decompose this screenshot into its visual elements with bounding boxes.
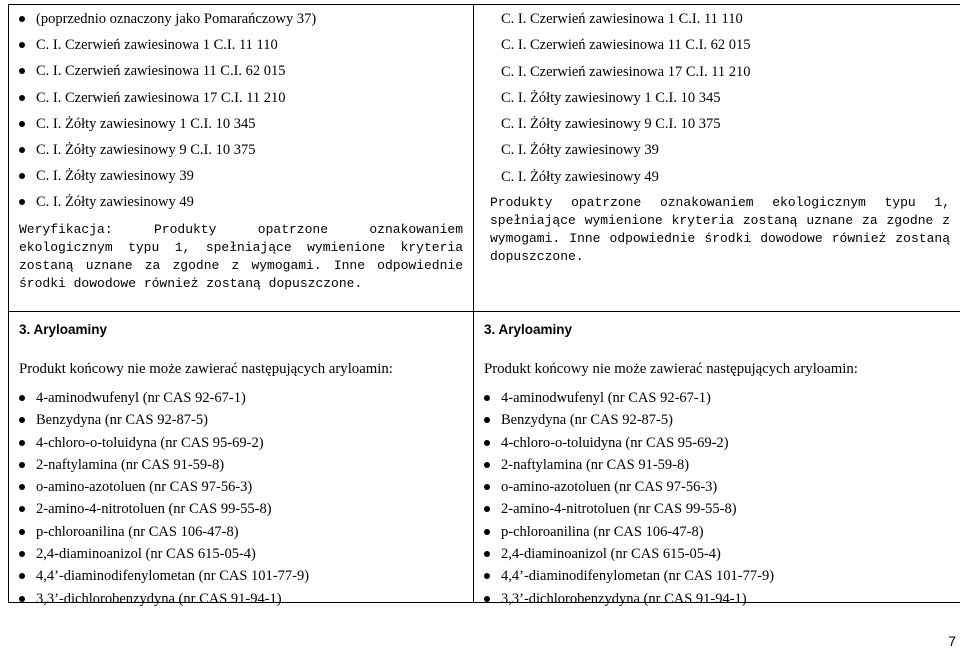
list-item: 4-chloro-o-toluidyna (nr CAS 95-69-2) <box>19 435 463 451</box>
bullet-icon <box>484 440 490 446</box>
list-item: 2-amino-4-nitrotoluen (nr CAS 99-55-8) <box>19 501 463 517</box>
list-item: (poprzednio oznaczony jako Pomarańczowy 37) <box>19 11 463 27</box>
list-item: C. I. Żółty zawiesinowy 9 C.I. 10 375 <box>501 116 721 133</box>
bullet-icon <box>19 417 25 423</box>
arylamine-list-right <box>484 390 950 607</box>
list-item: Benzydyna (nr CAS 92-87-5) <box>484 412 950 428</box>
page-number: 7 <box>948 633 956 649</box>
list-item: C. I. Czerwień zawiesinowa 1 C.I. 11 110 <box>501 11 743 27</box>
section-intro: Produkt końcowy nie może zawierać następujących aryloamin: <box>19 361 393 377</box>
bullet-icon <box>19 42 25 48</box>
bullet-icon <box>19 173 25 179</box>
list-item: o-amino-azotoluen (nr CAS 97-56-3) <box>19 479 463 495</box>
bullet-icon <box>484 484 490 490</box>
list-item: 3,3’-dichlorobenzydyna (nr CAS 91-94-1) <box>484 591 950 607</box>
bullet-icon <box>19 395 25 401</box>
bullet-icon <box>19 596 25 602</box>
dye-list-right <box>484 11 950 185</box>
list-item: 4,4’-diaminodifenylometan (nr CAS 101-77-9) <box>484 568 950 584</box>
list-item: 4-aminodwufenyl (nr CAS 92-67-1) <box>484 390 950 406</box>
section-intro: Produkt końcowy nie może zawierać następujących aryloamin: <box>484 361 858 377</box>
bullet-icon <box>484 551 490 557</box>
bullet-icon <box>19 484 25 490</box>
list-item: 2-naftylamina (nr CAS 91-59-8) <box>484 457 950 473</box>
section-heading: 3. Aryloaminy <box>19 322 108 337</box>
list-item: C. I. Żółty zawiesinowy 1 C.I. 10 345 <box>501 89 721 106</box>
ecolabel-paragraph: Produkty opatrzone oznakowaniem ekologicznym typu 1, spełniające wymienione kryteria zostaną uznane za zgodne z wymogami. Inne odpowiednie środki dowodowe również zostaną dopuszczone. <box>490 195 950 265</box>
list-item: o-amino-azotoluen (nr CAS 97-56-3) <box>484 479 950 495</box>
list-item: C. I. Żółty zawiesinowy 49 <box>19 194 463 210</box>
bullet-icon <box>19 573 25 579</box>
bullet-icon <box>484 529 490 535</box>
bullet-icon <box>19 440 25 446</box>
bullet-icon <box>19 68 25 74</box>
cell-right-top <box>474 5 960 311</box>
list-item: C. I. Czerwień zawiesinowa 11 C.I. 62 015 <box>19 63 463 79</box>
list-item: 2,4-diaminoanizol (nr CAS 615-05-4) <box>19 546 463 562</box>
list-item: 4-aminodwufenyl (nr CAS 92-67-1) <box>19 390 463 406</box>
bullet-icon <box>484 417 490 423</box>
list-item: 3,3’-dichlorobenzydyna (nr CAS 91-94-1) <box>19 591 463 607</box>
list-item: C. I. Żółty zawiesinowy 9 C.I. 10 375 <box>19 142 463 158</box>
list-item: C. I. Żółty zawiesinowy 49 <box>501 168 659 185</box>
bullet-icon <box>484 395 490 401</box>
list-item: p-chloroanilina (nr CAS 106-47-8) <box>484 524 950 540</box>
arylamine-list-left <box>19 390 463 607</box>
bullet-icon <box>484 506 490 512</box>
list-item: C. I. Czerwień zawiesinowa 1 C.I. 11 110 <box>19 37 463 53</box>
bullet-icon <box>19 462 25 468</box>
bullet-icon <box>19 147 25 153</box>
verification-label: Weryfikacja: <box>19 222 113 238</box>
list-item: C. I. Żółty zawiesinowy 1 C.I. 10 345 <box>19 116 463 132</box>
verification-paragraph <box>19 221 463 293</box>
list-item: 4-chloro-o-toluidyna (nr CAS 95-69-2) <box>484 435 950 451</box>
cell-right-bottom <box>474 312 960 607</box>
document-table <box>8 4 960 607</box>
list-item: 2-naftylamina (nr CAS 91-59-8) <box>19 457 463 473</box>
list-item: 4,4’-diaminodifenylometan (nr CAS 101-77-9) <box>19 568 463 584</box>
bullet-icon <box>484 462 490 468</box>
list-item: C. I. Czerwień zawiesinowa 17 C.I. 11 210 <box>19 90 463 106</box>
cell-left-bottom <box>9 312 473 607</box>
list-item: 2-amino-4-nitrotoluen (nr CAS 99-55-8) <box>484 501 950 517</box>
verification-text: Produkty opatrzone oznakowaniem ekologicznym typu 1, spełniające wymienione kryteria zostaną uznane za zgodne z wymogami. Inne odpowiednie środki dowodowe również zostaną dopuszczone. <box>19 222 463 292</box>
bullet-icon <box>484 573 490 579</box>
bullet-icon <box>19 506 25 512</box>
bullet-icon <box>19 121 25 127</box>
list-item: 2,4-diaminoanizol (nr CAS 615-05-4) <box>484 546 950 562</box>
bullet-icon <box>19 16 25 22</box>
list-item: C. I. Czerwień zawiesinowa 11 C.I. 62 015 <box>501 37 751 54</box>
list-item: C. I. Żółty zawiesinowy 39 <box>501 142 659 159</box>
section-heading: 3. Aryloaminy <box>484 322 573 337</box>
list-item: C. I. Żółty zawiesinowy 39 <box>19 168 463 184</box>
dye-list-left <box>19 11 463 210</box>
bullet-icon <box>19 529 25 535</box>
list-item: p-chloroanilina (nr CAS 106-47-8) <box>19 524 463 540</box>
list-item: C. I. Czerwień zawiesinowa 17 C.I. 11 210 <box>501 63 751 80</box>
bullet-icon <box>19 95 25 101</box>
bullet-icon <box>19 199 25 205</box>
bullet-icon <box>19 551 25 557</box>
list-item: Benzydyna (nr CAS 92-87-5) <box>19 412 463 428</box>
bullet-icon <box>484 596 490 602</box>
cell-left-top <box>9 5 473 311</box>
